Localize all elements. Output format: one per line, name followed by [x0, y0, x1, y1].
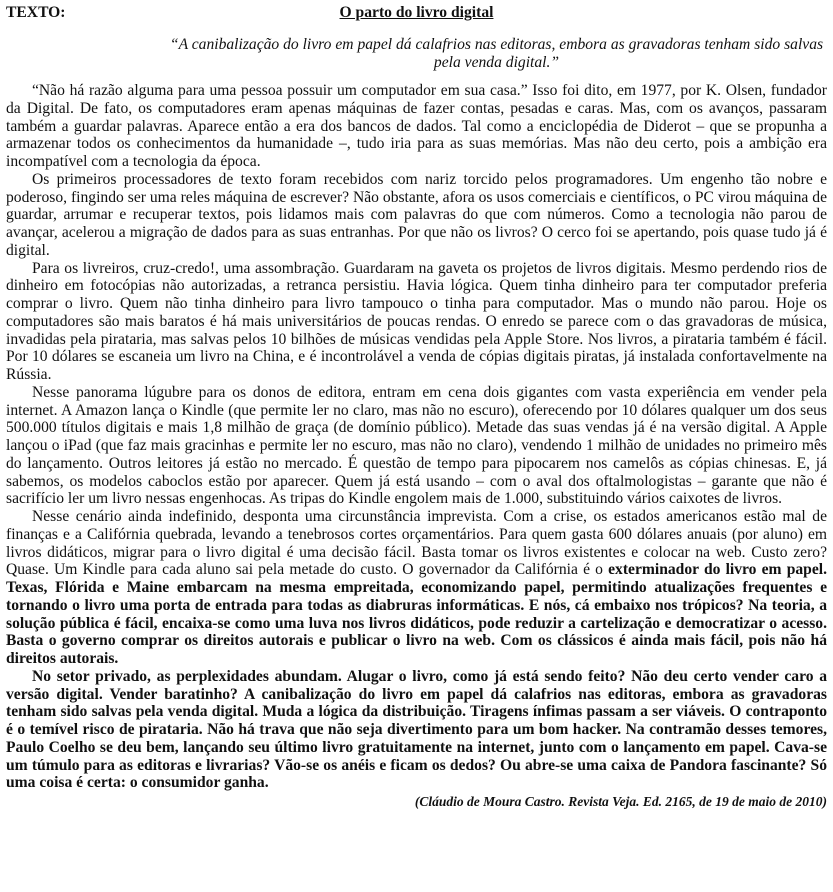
- paragraph-1: “Não há razão alguma para uma pessoa possuir um computador em sua casa.” Isso foi dito, em 1977, por K. Olsen, fundador da Digital. De fato, os computadores eram apenas máquinas de fazer contas, pesadas e caras. Mas, com os avanços, passaram também a guardar palavras. Aparece então a era dos bancos de dados. Tal como a enciclopédia de Diderot – que se propunha a armazenar todos os conhecimentos da humanidade –, tudo iria para as suas memórias. Mas não deu certo, pois a ambição era incompatível com a tecnologia da época.: [6, 82, 827, 170]
- citation: (Cláudio de Moura Castro. Revista Veja. Ed. 2165, de 19 de maio de 2010): [414, 794, 827, 809]
- paragraph-5-bold: exterminador do livro em papel. Texas, Flórida e Maine embarcam na mesma empreitada, economizando papel, permitindo atualizações frequentes e tornando o livro uma porta de entrada para todas as diabruras informáticas. E nós, cá embaixo nos trópicos? Na teoria, a solução pública é fácil, encaixa-se como uma luva nos livros didáticos, pode reduzir a cartelização e democratizar o acesso. Basta o governo comprar os direitos autorais e publicar o livro na web. Com os clássicos é ainda mais fácil, pois não há direitos autorais.: [6, 561, 827, 667]
- paragraph-5: [6, 508, 827, 668]
- paragraph-2: Os primeiros processadores de texto foram recebidos com nariz torcido pelos programadores. Um engenho tão nobre e poderoso, fingindo ser uma reles máquina de escrever? Não obstante, afora os usos comerciais e científicos, o PC virou máquina de guardar, arrumar e recuperar textos, pois lidamos mais com palavras do que com números. Como a tecnologia não parou de avançar, acelerou a migração de dados para as suas entranhas. Por que não os livros? O cerco foi se apertando, pois quase tudo já é digital.: [6, 170, 827, 259]
- page-title: O parto do livro digital: [339, 4, 494, 21]
- paragraph-3: Para os livreiros, cruz-credo!, uma assombração. Guardaram na gaveta os projetos de livros digitais. Mesmo perdendo rios de dinheiro em fotocópias não autorizadas, a retranca persistiu. Havia lógica. Quem tinha dinheiro para ter computador preferia comprar o livro. Quem não tinha dinheiro para livro tampouco o tinha para computador. Mas o mundo não parou. Hoje os computadores são mais baratos é há mais universitários de poucas rendas. O enredo se parece com o das gravadoras de música, invadidas pela pirataria, mas salvas pelos 10 bilhões de músicas vendidas pela Apple Store. Nos livros, a pirataria também é fácil. Por 10 dólares se escaneia um livro na China, e é incontrolável a venda de cópias digitais piratas, já instalada confortavelmente na Rússia.: [6, 259, 827, 383]
- header: [6, 4, 827, 26]
- paragraph-4: Nesse panorama lúgubre para os donos de editora, entram em cena dois gigantes com vasta experiência em vender pela internet. A Amazon lança o Kindle (que permite ler no claro, mas não no escuro), oferecendo por 10 dólares qualquer um dos seus 500.000 títulos digitais e mais 1,8 milhão de graça (de domínio público). Metade das suas vendas já é na versão digital. A Apple lançou o iPad (que faz mais gracinhas e permite ler no escuro, mas não no claro), vendendo 1 milhão de unidades no primeiro mês do lançamento. Outros leitores já estão no mercado. É questão de tempo para pipocarem nos camelôs as cópias chinesas. E, já sabemos, os modelos caboclos estão por aparecer. Quem já está usando – com o aval dos oftalmologistas – garante que não é sacrifício ler um livro nessas engenhocas. As tripas do Kindle engolem mais de 1.000, substituindo vários caixotes de livros.: [6, 383, 827, 508]
- paragraph-5-regular: Nesse cenário ainda indefinido, desponta uma circunstância imprevista. Com a crise, os estados americanos estão mal de finanças e a Califórnia quebrada, levando a tenebrosos cortes orçamentários. Para quem gasta 600 dólares anuais (por aluno) em livros didáticos, migrar para o livro digital é uma decisão fácil. Basta tomar os livros existentes e colocar na web. Custo zero? Quase. Um Kindle para cada aluno sai pela metade do custo. O governador da Califórnia é o: [6, 508, 827, 579]
- epigraph: “A canibalização do livro em papel dá calafrios nas editoras, embora as gravadoras tenham sido salvas pela venda digital.”: [169, 36, 824, 71]
- article-body: [6, 82, 827, 792]
- text-label: TEXTO:: [6, 4, 66, 21]
- paragraph-6: No setor privado, as perplexidades abundam. Alugar o livro, como já está sendo feito? Não deu certo vender caro a versão digital. Vender baratinho? A canibalização do livro em papel dá calafrios nas editoras, embora as gravadoras tenham sido salvas pela venda digital. Muda a lógica da distribuição. Tiragens ínfimas passam a ser viáveis. O contraponto é o temível risco de pirataria. Não há trava que não seja divertimento para um bom hacker. Na contramão desses temores, Paulo Coelho se deu bem, lançando seu último livro gratuitamente na internet, junto com o lançamento em papel. Cava-se um túmulo para as editoras e livrarias? Vão-se os anéis e ficam os dedos? Ou abre-se uma caixa de Pandora fascinante? Só uma coisa é certa: o consumidor ganha.: [6, 667, 827, 792]
